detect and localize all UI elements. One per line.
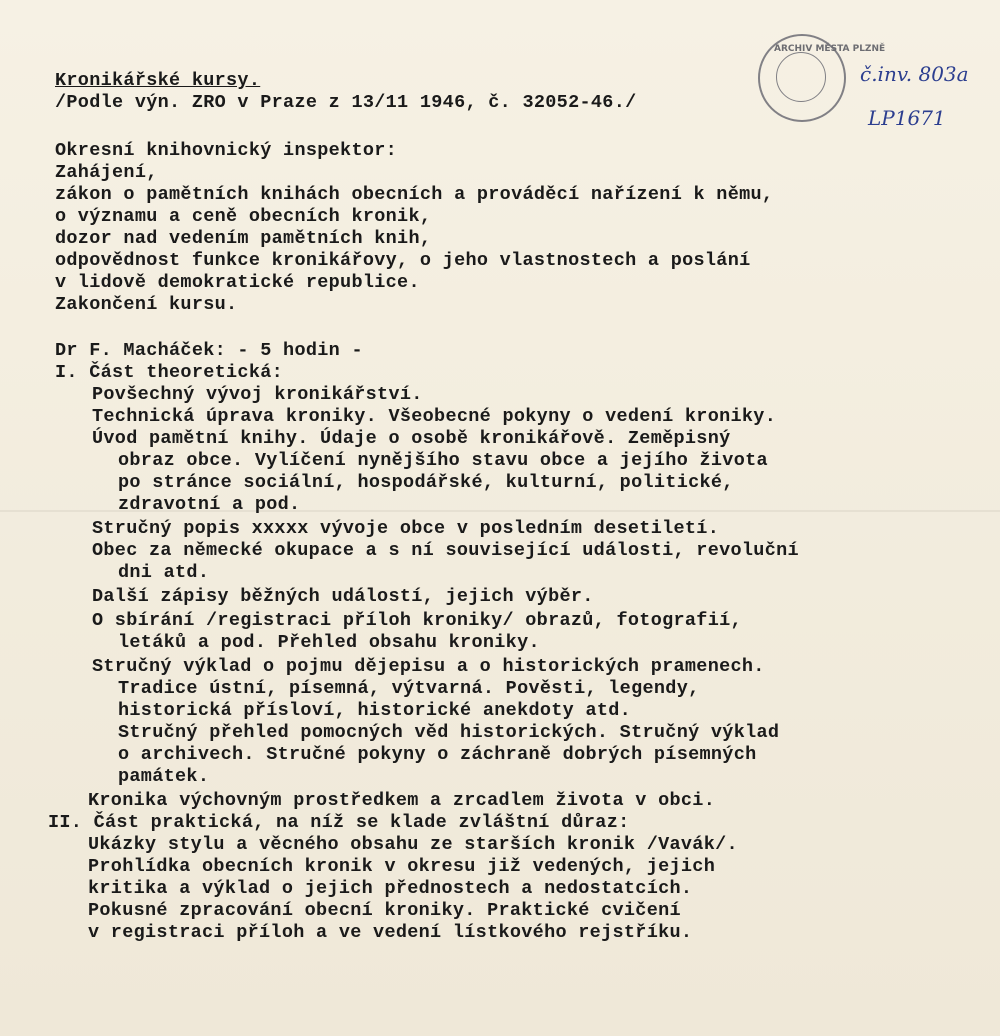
handwritten-reference: LP1671 (868, 106, 946, 130)
text-line: Prohlídka obecních kronik v okresu již vedených, jejich (88, 856, 716, 877)
lecturer-heading: Dr F. Macháček: - 5 hodin - (55, 340, 363, 361)
stamp-inner-ring (776, 52, 826, 102)
handwritten-inventory-number: č.inv. 803a (860, 62, 969, 86)
stamp-text: ARCHIV MĚSTA PLZNĚ (774, 44, 886, 54)
text-line: Zakončení kursu. (55, 294, 238, 315)
text-line: letáků a pod. Přehled obsahu kroniky. (118, 632, 540, 653)
text-line: historická přísloví, historické anekdoty atd. (118, 700, 632, 721)
text-line: Další zápisy běžných událostí, jejich výběr. (92, 586, 594, 607)
text-line: Obec za německé okupace a s ní související události, revoluční (92, 540, 799, 561)
text-line: Stručný výklad o pojmu dějepisu a o historických pramenech. (92, 656, 765, 677)
text-line: v lidově demokratické republice. (55, 272, 420, 293)
text-line: v registraci příloh a ve vedení lístkového rejstříku. (88, 922, 693, 943)
text-line: o archivech. Stručné pokyny o záchraně dobrých písemných (118, 744, 757, 765)
text-line: kritika a výklad o jejich přednostech a nedostatcích. (88, 878, 693, 899)
text-line: zákon o pamětních knihách obecních a prováděcí nařízení k němu, (55, 184, 774, 205)
text-line: obraz obce. Vylíčení nynějšího stavu obce a jejího života (118, 450, 768, 471)
text-line: Stručný přehled pomocných věd historických. Stručný výklad (118, 722, 780, 743)
text-line: dozor nad vedením pamětních knih, (55, 228, 432, 249)
text-line: Ukázky stylu a věcného obsahu ze starších kronik /Vavák/. (88, 834, 738, 855)
section-heading: II. Část praktická, na níž se klade zvláštní důraz: (48, 812, 630, 833)
text-line: zdravotní a pod. (118, 494, 301, 515)
text-line: o významu a ceně obecních kronik, (55, 206, 432, 227)
text-line: O sbírání /registraci příloh kroniky/ obrazů, fotografií, (92, 610, 742, 631)
text-line: odpovědnost funkce kronikářovy, o jeho vlastnostech a poslání (55, 250, 751, 271)
text-line: Okresní knihovnický inspektor: (55, 140, 398, 161)
document-subtitle: /Podle výn. ZRO v Praze z 13/11 1946, č. 32052-46./ (55, 92, 637, 113)
archive-stamp (758, 34, 886, 122)
text-line: Stručný popis xxxxx vývoje obce v posledním desetiletí. (92, 518, 720, 539)
text-line: Povšechný vývoj kronikářství. (92, 384, 423, 405)
section-heading: I. Část theoretická: (55, 362, 284, 383)
text-line: Tradice ústní, písemná, výtvarná. Pověsti, legendy, (118, 678, 700, 699)
text-line: po stránce sociální, hospodářské, kulturní, politické, (118, 472, 734, 493)
document-title: Kronikářské kursy. (55, 70, 261, 91)
text-line: dni atd. (118, 562, 210, 583)
text-line: památek. (118, 766, 210, 787)
text-line: Kronika výchovným prostředkem a zrcadlem života v obci. (88, 790, 716, 811)
text-line: Úvod pamětní knihy. Údaje o osobě kronikářově. Zeměpisný (92, 428, 731, 449)
text-line: Pokusné zpracování obecní kroniky. Praktické cvičení (88, 900, 681, 921)
text-line: Technická úprava kroniky. Všeobecné pokyny o vedení kroniky. (92, 406, 777, 427)
text-line: Zahájení, (55, 162, 158, 183)
